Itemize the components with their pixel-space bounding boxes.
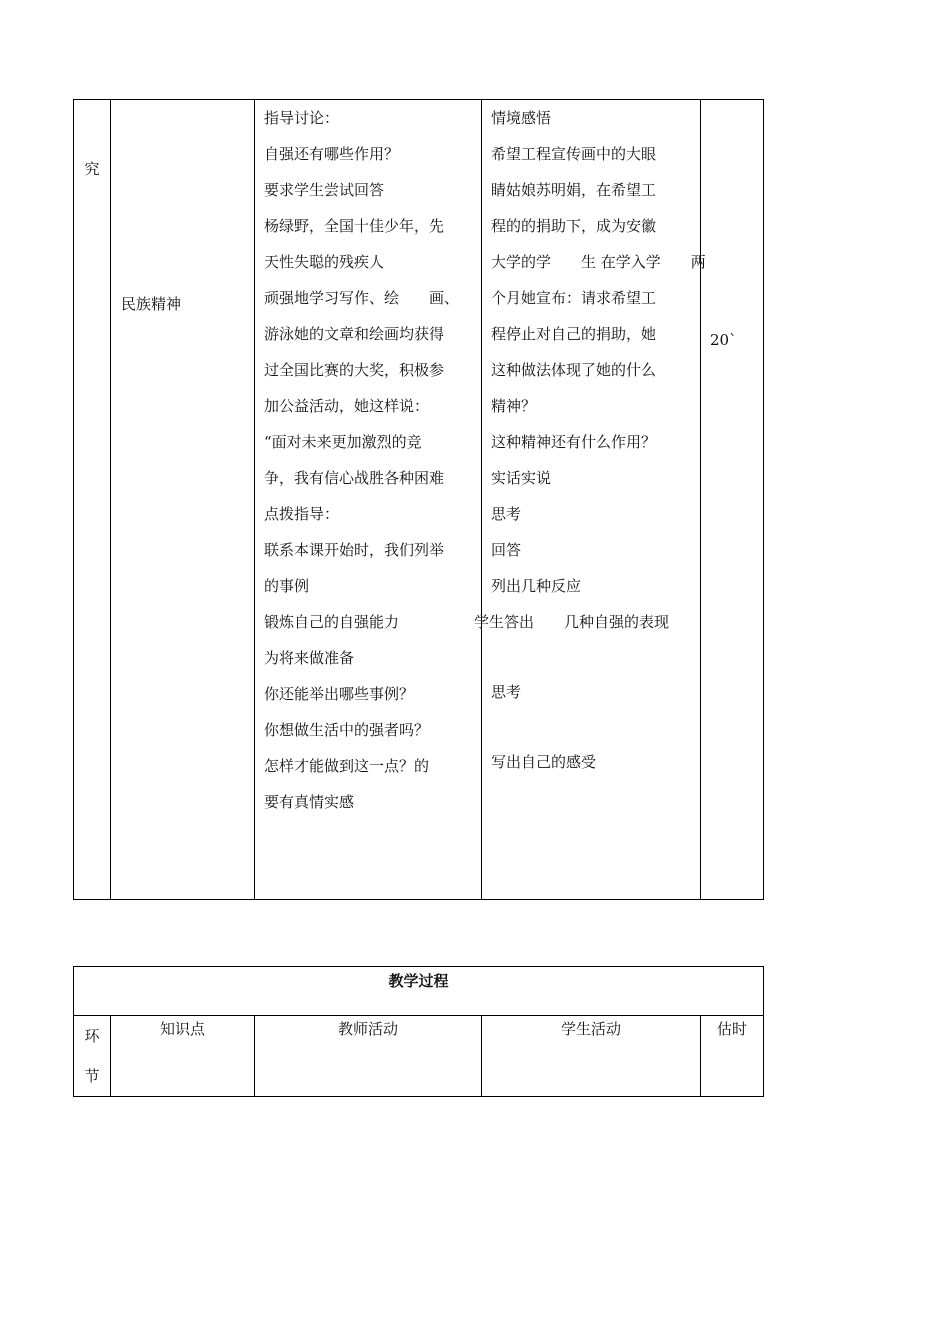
student-activity-line: 这种精神还有什么作用？ bbox=[491, 433, 657, 451]
teacher-activity-line: 指导讨论： bbox=[264, 109, 340, 127]
header-time: 估时 bbox=[716, 1020, 747, 1038]
teacher-activity-line: 要求学生尝试回答 bbox=[264, 181, 385, 199]
env-cell bbox=[74, 100, 111, 900]
teacher-activity-line: 顽强地学习写作、绘 画、 bbox=[264, 289, 460, 307]
student-activity-cell bbox=[474, 100, 706, 900]
teacher-activity-line: “面对未来更加激烈的竞 bbox=[264, 433, 422, 451]
student-activity-line: 实话实说 bbox=[491, 469, 552, 487]
teacher-activity-line: 你还能举出哪些事例？ bbox=[264, 685, 415, 703]
lesson-process-table bbox=[73, 966, 764, 1097]
student-activity-line: 大学的学 生 在学入学 两 bbox=[491, 253, 706, 271]
teacher-activity-line: 你想做生活中的强者吗？ bbox=[264, 721, 430, 739]
student-activity-line: 个月她宣布：请求希望工 bbox=[491, 289, 657, 307]
teacher-activity-line: 怎样才能做到这一点？的 bbox=[264, 757, 430, 775]
teacher-activity-line: 为将来做准备 bbox=[264, 649, 355, 667]
table-title: 教学过程 bbox=[388, 972, 449, 990]
student-activity-line: 程的的捐助下，成为安徽 bbox=[491, 217, 657, 235]
time-cell bbox=[701, 100, 764, 900]
teacher-activity-line: 杨绿野，全国十佳少年，先 bbox=[264, 217, 445, 235]
teacher-activity-line: 过全国比赛的大奖，积极参 bbox=[264, 361, 445, 379]
header-env-2: 节 bbox=[84, 1067, 100, 1085]
student-activity-line: 情境感悟 bbox=[491, 109, 552, 127]
student-activity-line: 这种做法体现了她的什么 bbox=[491, 361, 657, 379]
teacher-activity-cell bbox=[255, 100, 482, 900]
env-label: 究 bbox=[84, 160, 100, 178]
teacher-activity-line: 争，我有信心战胜各种困难 bbox=[264, 469, 445, 487]
knowledge-cell bbox=[111, 100, 255, 900]
header-student-cell bbox=[482, 1016, 701, 1097]
header-knowledge: 知识点 bbox=[159, 1020, 205, 1038]
header-teacher-cell bbox=[255, 1016, 482, 1097]
student-activity-line: 回答 bbox=[491, 541, 522, 559]
header-env-1: 环 bbox=[84, 1027, 100, 1045]
header-env-cell bbox=[74, 1016, 111, 1097]
knowledge-point: 民族精神 bbox=[121, 295, 182, 313]
student-activity-line: 思考 bbox=[491, 505, 522, 523]
spacer bbox=[482, 640, 700, 674]
header-time-cell bbox=[701, 1016, 764, 1097]
student-activity-line: 写出自己的感受 bbox=[491, 753, 597, 771]
teacher-activity-line: 加公益活动，她这样说： bbox=[264, 397, 430, 415]
teacher-activity-line: 要有真情实感 bbox=[264, 793, 355, 811]
header-teacher: 教师活动 bbox=[337, 1020, 398, 1038]
student-activity-line: 列出几种反应 bbox=[491, 577, 582, 595]
teacher-activity-line: 天性失聪的残疾人 bbox=[264, 253, 385, 271]
student-activity-text bbox=[482, 100, 706, 604]
student-activity-line: 学生答出 几种自强的表现 bbox=[474, 613, 670, 631]
teacher-activity-line: 点拨指导： bbox=[264, 505, 340, 523]
header-student: 学生活动 bbox=[560, 1020, 621, 1038]
student-activity-line: 精神？ bbox=[491, 397, 537, 415]
teacher-activity-line: 游泳她的文章和绘画均获得 bbox=[264, 325, 445, 343]
table-title-cell bbox=[74, 967, 764, 1016]
spacer bbox=[482, 710, 700, 744]
lesson-table-continued bbox=[73, 99, 764, 900]
header-knowledge-cell bbox=[111, 1016, 255, 1097]
teacher-activity-line: 自强还有哪些作用？ bbox=[264, 145, 400, 163]
student-activity-line: 程停止对自己的捐助，她 bbox=[491, 325, 657, 343]
student-activity-line: 思考 bbox=[491, 683, 522, 701]
teacher-activity-line: 联系本课开始时，我们列举 bbox=[264, 541, 445, 559]
student-activity-line: 希望工程宣传画中的大眼 bbox=[491, 145, 657, 163]
teacher-activity-line: 的事例 bbox=[264, 577, 310, 595]
teacher-activity-text bbox=[255, 100, 481, 820]
teacher-activity-line: 锻炼自己的自强能力 bbox=[264, 613, 400, 631]
student-activity-line: 睛姑娘苏明娟，在希望工 bbox=[491, 181, 657, 199]
time-estimate: 20` bbox=[710, 331, 737, 349]
